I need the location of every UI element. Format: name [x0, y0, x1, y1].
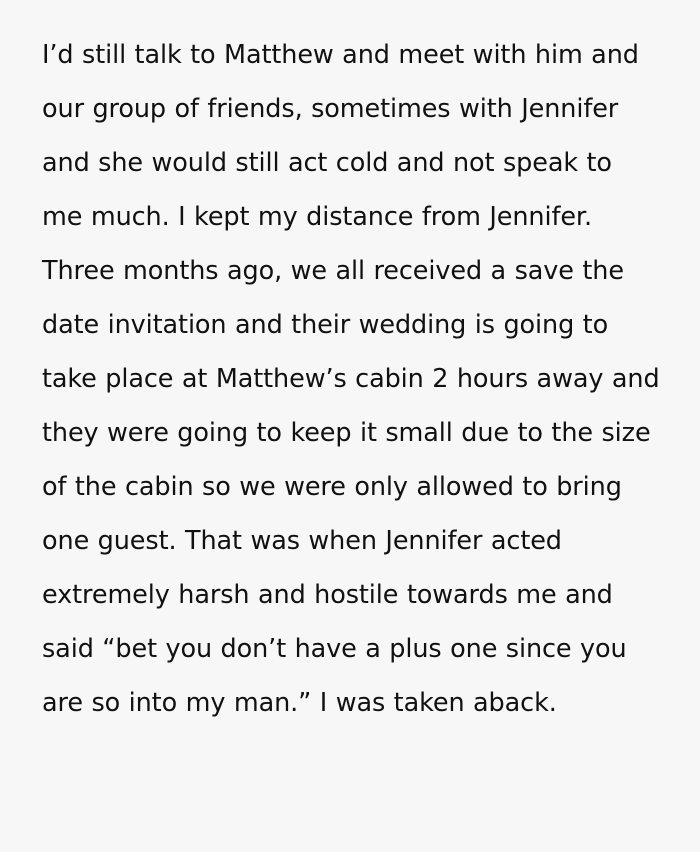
story-body-text: I’d still talk to Matthew and meet with him and our group of friends, sometimes with Jennifer and she would still act cold and not speak to me much. I kept my distance from Jennifer. Three months ago, we all received a save the date invitation and their wedding is going to take place at Matthew’s cabin 2 hours away and they were going to keep it small due to the size of the cabin so we were only allowed to bring one guest. That was when Jennifer acted extremely harsh and hostile towards me and said “bet you don’t have a plus one since you are so into my man.” I was taken aback.: [42, 40, 669, 718]
